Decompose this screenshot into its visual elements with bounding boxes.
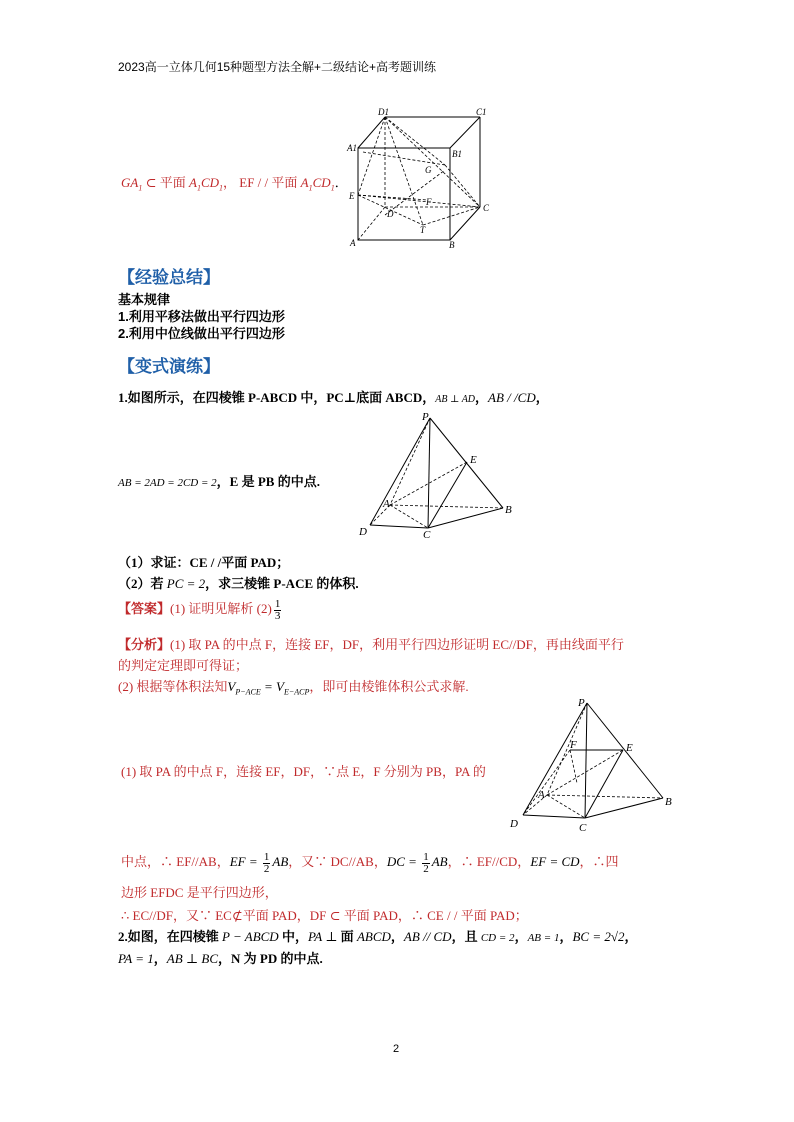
section-title-variant: 【变式演练】 <box>118 357 220 376</box>
q1-part2-eq: PC = 2 <box>166 576 206 591</box>
q2-text: ，且 <box>451 929 481 944</box>
pyr2-label-d: D <box>510 818 518 830</box>
rule-item: 1.利用平移法做出平行四边形 <box>118 309 285 324</box>
q2-text: ， <box>514 929 528 944</box>
question-2-line-1 <box>118 926 638 945</box>
q2-eq: CD = 2 <box>480 932 515 944</box>
analysis-text: ，即可由棱锥体积公式求解. <box>309 679 469 694</box>
volume-sub: P−ACE <box>235 687 261 697</box>
half-fraction <box>263 852 271 875</box>
cube-label-b1: B1 <box>452 149 462 159</box>
answer-fraction <box>274 599 282 622</box>
pyr2-label-b: B <box>665 796 672 808</box>
pyramid-figure-1 <box>355 410 520 540</box>
q2-eq: ABCD <box>356 929 391 944</box>
pyr1-label-p: P <box>422 411 429 423</box>
rule-heading: 基本规律 <box>118 292 171 307</box>
q2-text: 2.如图，在四棱锥 <box>118 929 223 944</box>
sol-eq: AB <box>431 854 448 869</box>
cube-label-d1: D1 <box>378 107 389 117</box>
formula-part: ， EF / / 平面 <box>223 175 301 190</box>
formula-sub: 1 <box>138 183 143 193</box>
pyr1-label-e: E <box>470 454 477 466</box>
formula-part: ． <box>334 175 348 190</box>
question-2-line-2 <box>118 948 323 967</box>
pyr1-label-b: B <box>505 504 512 516</box>
q1-text: 1.如图所示，在四棱锥 P-ABCD 中，PC⊥底面 ABCD， <box>118 390 436 405</box>
q2-text: ， <box>559 929 573 944</box>
sol-eq: EF = <box>229 854 261 869</box>
cube-label-g: G <box>425 165 432 175</box>
solution-line-3: 边形 EFDC 是平行四边形， <box>121 885 278 900</box>
analysis-line-3 <box>118 676 469 697</box>
pyramid-figure-2 <box>505 695 685 840</box>
analysis-text: (1) 取 PA 的中点 F，连接 EF，DF，利用平行四边形证明 EC//DF，再由线面平行 <box>170 637 624 652</box>
volume-symbol: V <box>227 679 236 694</box>
answer-label: 【答案】 <box>118 601 171 616</box>
q2-text: 中， <box>278 929 308 944</box>
q1-part2-text: ，求三棱锥 P-ACE 的体积. <box>205 576 359 591</box>
formula-part: GA <box>121 175 139 190</box>
q1-text: ，E 是 PB 的中点. <box>216 474 320 489</box>
analysis-label: 【分析】 <box>118 637 171 652</box>
pyr2-label-c: C <box>579 822 587 834</box>
sol-text: ，又∵ DC//AB， <box>288 854 387 869</box>
formula-part: A <box>189 175 197 190</box>
q1-condition: AB ⊥ AD <box>435 394 476 405</box>
sol-text: 中点，∴ EF//AB， <box>121 854 230 869</box>
formula-part: CD <box>200 175 220 190</box>
half-fraction <box>422 852 430 875</box>
q2-text: ，N 为 PD 的中点. <box>218 951 323 966</box>
q2-eq: PA = 1 <box>118 951 154 966</box>
q1-equation: AB = 2AD = 2CD = 2 <box>118 477 217 489</box>
q2-eq: BC = 2√2 <box>572 929 625 944</box>
sol-text: ，∴四 <box>579 854 619 869</box>
section-title-experience: 【经验总结】 <box>118 268 220 287</box>
pyr1-label-a: A <box>383 498 390 510</box>
pyr1-label-d: D <box>359 526 367 538</box>
pyr2-label-p: P <box>578 697 585 709</box>
analysis-line-1 <box>118 634 624 653</box>
sol-eq: EF = CD <box>530 854 580 869</box>
formula-part: A <box>300 175 309 190</box>
cube-label-d: D <box>387 209 394 219</box>
solution-line-1: (1) 取 PA 的中点 F，连接 EF，DF，∵点 E，F 分别为 PB，PA 的 <box>121 764 486 779</box>
cube-label-e: E <box>349 191 355 201</box>
formula-sub: 1 <box>219 183 224 193</box>
analysis-line-2: 的判定定理即可得证； <box>118 658 249 673</box>
page-number: 2 <box>393 1043 400 1055</box>
q2-eq: AB // CD <box>403 929 452 944</box>
top-formula <box>121 172 348 193</box>
analysis-text: (2) 根据等体积法知 <box>118 679 228 694</box>
solution-line-4: ∴ EC//DF，又∵ EC⊄平面 PAD，DF ⊂ 平面 PAD，∴ CE / / 平面 PAD； <box>121 908 528 923</box>
half-numerator: 1 <box>263 850 270 863</box>
pyr1-label-c: C <box>423 529 431 540</box>
answer-text: (1) 证明见解析 (2) <box>170 601 272 616</box>
q1-condition: AB / /CD <box>488 390 536 405</box>
solution-line-2 <box>121 851 619 875</box>
answer-numerator: 1 <box>274 597 281 610</box>
question-1-line-1 <box>118 387 549 406</box>
formula-sub: 1 <box>196 183 201 193</box>
volume-symbol: = V <box>260 679 284 694</box>
q1-sep: ， <box>475 390 489 405</box>
page-header: 2023高一立体几何15种题型方法全解+二级结论+高考题训练 <box>118 60 437 74</box>
q1-end: ， <box>535 390 549 405</box>
rule-item: 2.利用中位线做出平行四边形 <box>118 326 285 341</box>
sol-eq: AB <box>272 854 289 869</box>
q2-text: ， <box>153 951 167 966</box>
cube-label-a: A <box>350 238 356 248</box>
formula-part: ⊂ 平面 <box>142 175 189 190</box>
answer-line <box>118 598 283 622</box>
q2-eq: P − ABCD <box>222 929 279 944</box>
q2-text: ， <box>390 929 404 944</box>
pyr2-label-a: A <box>538 789 545 801</box>
formula-sub: 1 <box>330 183 335 193</box>
q2-eq: PA ⊥ <box>307 929 338 944</box>
sol-text: ，∴ EF//CD， <box>447 854 531 869</box>
q1-part2-text: （2）若 <box>118 576 167 591</box>
cube-label-a1: A1 <box>347 143 357 153</box>
q2-text: 面 <box>337 929 357 944</box>
half-denominator: 2 <box>423 862 429 875</box>
sol-eq: DC = <box>386 854 421 869</box>
question-1-line-2 <box>118 471 320 490</box>
volume-sub: E−ACP <box>284 687 310 697</box>
q2-eq: AB ⊥ BC <box>166 951 218 966</box>
cube-figure <box>345 105 495 255</box>
cube-label-c: C <box>483 203 490 213</box>
pyr2-label-f: F <box>570 739 577 751</box>
formula-sub: 1 <box>308 183 313 193</box>
half-numerator: 1 <box>423 850 429 863</box>
q2-text: ， <box>624 929 638 944</box>
question-1-part-2 <box>118 573 359 592</box>
question-1-part-1: （1）求证：CE / /平面 PAD； <box>118 555 290 570</box>
cube-label-f: F <box>426 197 432 207</box>
formula-part: CD <box>312 175 331 190</box>
half-denominator: 2 <box>263 862 270 875</box>
pyr2-label-e: E <box>626 742 633 754</box>
cube-label-c1: C1 <box>476 107 487 117</box>
cube-label-t: T <box>420 225 426 235</box>
cube-label-b: B <box>449 240 455 250</box>
answer-denominator: 3 <box>274 609 281 622</box>
q2-eq: AB = 1 <box>527 932 560 944</box>
